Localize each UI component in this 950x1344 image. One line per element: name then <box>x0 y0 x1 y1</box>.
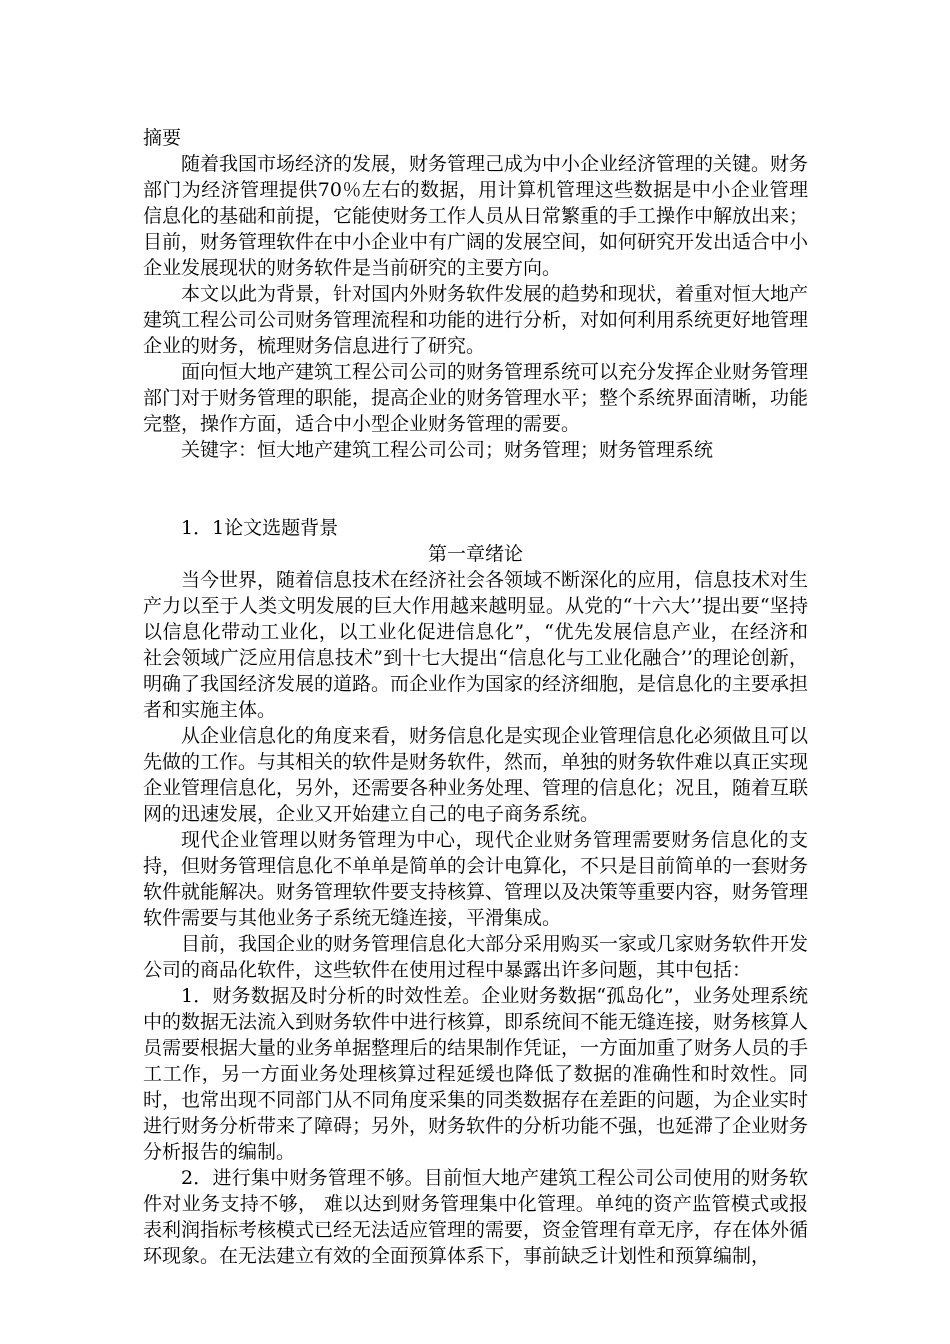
body-paragraph: 当今世界，随着信息技术在经济社会各领域不断深化的应用，信息技术对生产力以至于人类文明发展的巨大作用越来越明显。从党的“十六大’’提出要“坚持以信息化带动工业化，以工业化促进信息化”，“优先发展信息产业，在经济和社会领域广泛应用信息技术”到十七大提出“信息化与工业化融合’’的理论创新， 明确了我国经济发展的道路。而企业作为国家的经济细胞，是信息化的主要承担者和实施主体。 <box>143 569 809 721</box>
body-paragraph: 1．财务数据及时分析的时效性差。企业财务数据“孤岛化”，业务处理系统中的数据无法流入到财务软件中进行核算，即系统间不能无缝连接，财务核算人员需要根据大量的业务单据整理后的结果制作凭证，一方面加重了财务人员的手工工作，另一方面业务处理核算过程延缓也降低了数据的准确性和时效性。同时，也常出现不同部门从不同角度采集的同类数据存在差距的问题，为企业实时进行财务分析带来了障碍；另外，财务软件的分析功能不强，也延滞了企业财务分析报告的编制。 <box>143 985 809 1163</box>
document-body <box>143 125 808 1269</box>
body-paragraph: 从企业信息化的角度来看，财务信息化是实现企业管理信息化必须做且可以先做的工作。与其相关的软件是财务软件，然而，单独的财务软件难以真正实现企业管理信息化，另外，还需要各种业务处理、管理的信息化；况且，随着互联网的迅速发展，企业又开始建立自己的电子商务系统。 <box>143 725 809 825</box>
chapter-title: 第一章绪论 <box>427 543 523 565</box>
body-paragraph: 现代企业管理以财务管理为中心，现代企业财务管理需要财务信息化的支持，但财务管理信息化不单单是简单的会计电算化，不只是目前简单的一套财务软件就能解决。财务管理软件要支持核算、管理以及决策等重要内容，财务管理软件需要与其他业务子系统无缝连接，平滑集成。 <box>143 829 809 929</box>
section-title: 1．1论文选题背景 <box>181 517 339 539</box>
abstract-paragraph: 随着我国市场经济的发展，财务管理己成为中小企业经济管理的关键。财务部门为经济管理提供70％左右的数据，用计算机管理这些数据是中小企业管理信息化的基础和前提，它能使财务工作人员从日常繁重的手工操作中解放出来；目前，财务管理软件在中小企业中有广阔的发展空间，如何研究开发出适合中小企业发展现状的财务软件是当前研究的主要方向。 <box>143 153 809 279</box>
abstract-paragraph: 本文以此为背景，针对国内外财务软件发展的趋势和现状，着重对恒大地产建筑工程公司公司财务管理流程和功能的进行分析，对如何利用系统更好地管理企业的财务，梳理财务信息进行了研究。 <box>143 283 809 357</box>
section-spacer <box>143 463 808 515</box>
abstract-paragraph: 面向恒大地产建筑工程公司公司的财务管理系统可以充分发挥企业财务管理部门对于财务管理的职能，提高企业的财务管理水平；整个系统界面清晰，功能完整，操作方面，适合中小型企业财务管理的需要。 <box>143 361 809 435</box>
abstract-heading: 摘要 <box>143 127 182 149</box>
body-paragraph: 目前，我国企业的财务管理信息化大部分采用购买一家或几家财务软件开发公司的商品化软件，这些软件在使用过程中暴露出许多问题，其中包括： <box>143 933 809 981</box>
body-paragraph: 2．进行集中财务管理不够。目前恒大地产建筑工程公司公司使用的财务软件对业务支持不够， 难以达到财务管理集中化管理。单纯的资产监管模式或报表利润指标考核模式已经无法适应管理的需要，资金管理有章无序，存在体外循环现象。在无法建立有效的全面预算体系下，事前缺乏计划性和预算编制， <box>143 1167 809 1267</box>
keywords-line: 关键字：恒大地产建筑工程公司公司；财务管理；财务管理系统 <box>181 439 714 461</box>
